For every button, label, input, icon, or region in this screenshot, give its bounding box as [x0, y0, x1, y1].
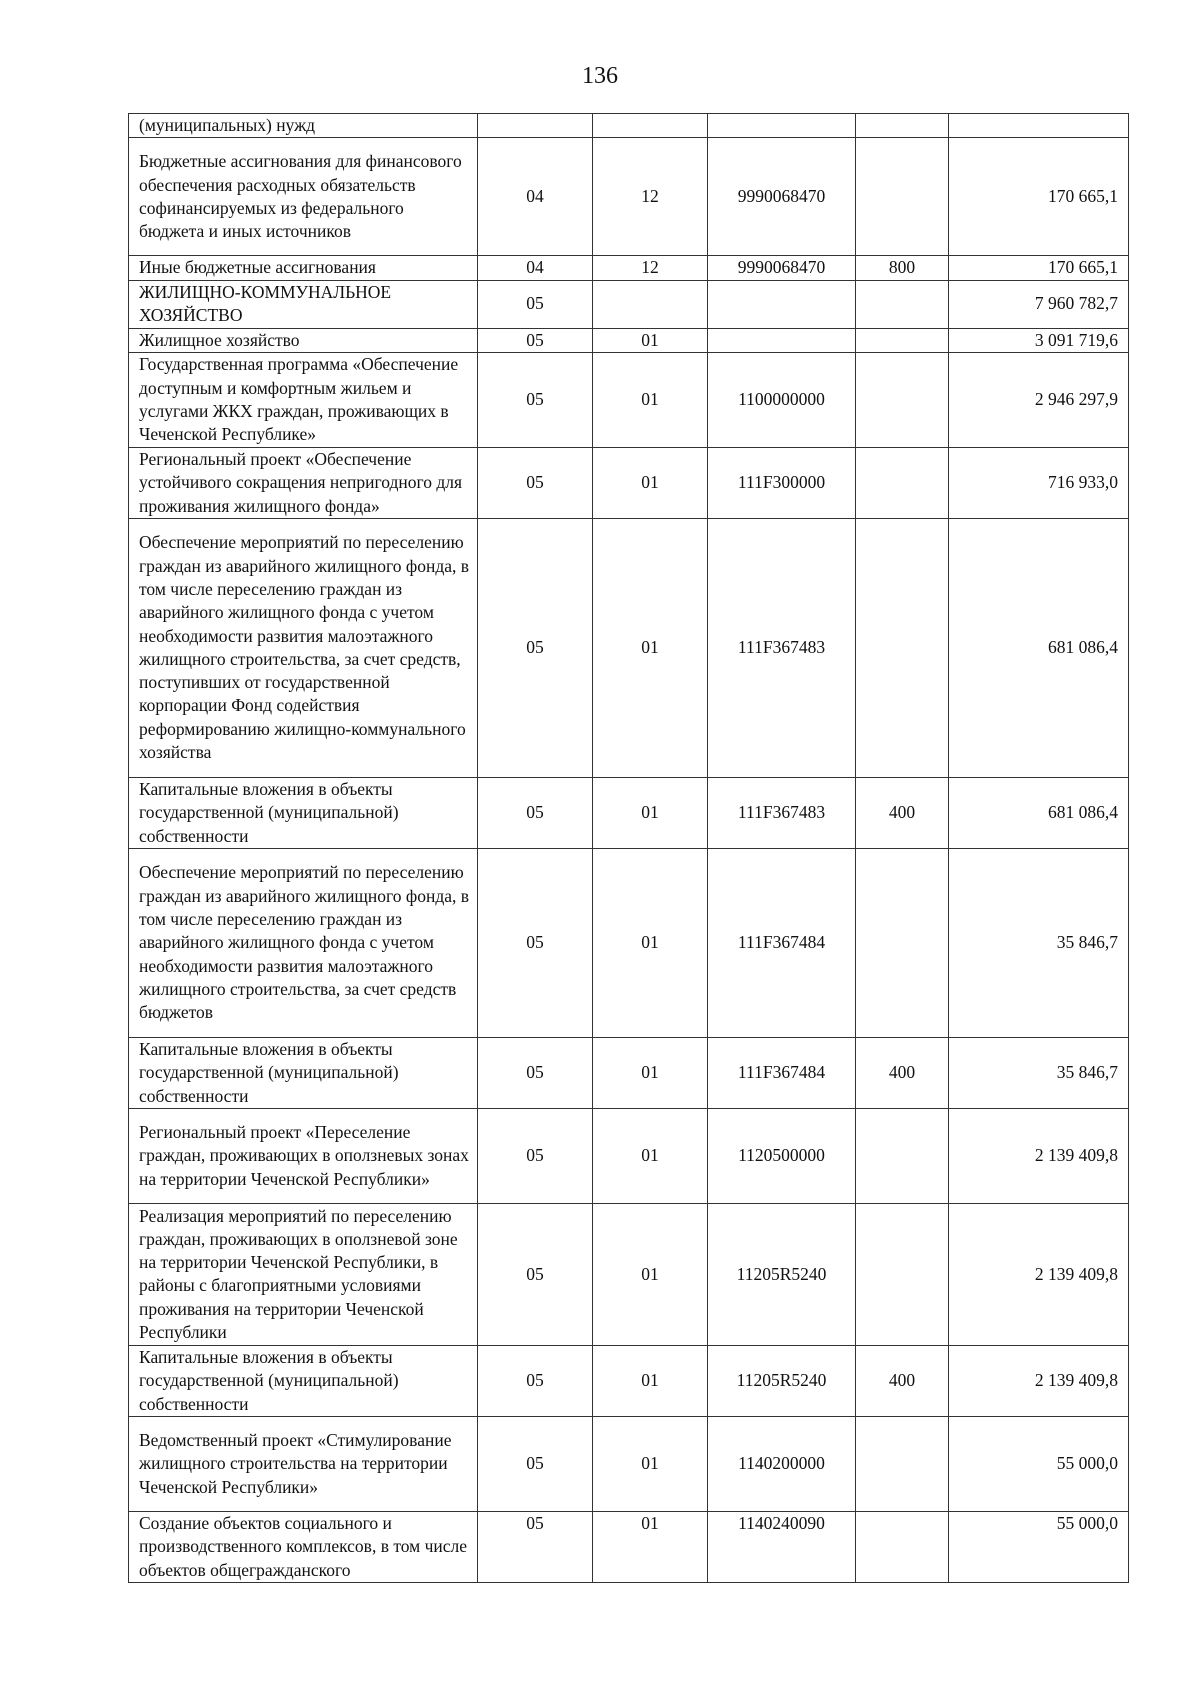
expense-type-cell	[856, 447, 949, 518]
table-row	[129, 1345, 1129, 1416]
table-row	[129, 848, 1129, 1037]
table-row	[129, 280, 1129, 328]
table-row	[129, 1416, 1129, 1511]
section-code-cell: 05	[478, 518, 593, 777]
section-code-cell: 05	[478, 447, 593, 518]
subsection-code-cell: 01	[593, 447, 708, 518]
expense-type-cell: 400	[856, 777, 949, 848]
subsection-code-cell	[593, 114, 708, 138]
expense-type-cell	[856, 1203, 949, 1345]
row-name-cell: ЖИЛИЩНО-КОММУНАЛЬНОЕ ХОЗЯЙСТВО	[129, 280, 478, 328]
section-code-cell: 05	[478, 328, 593, 352]
subsection-code-cell: 01	[593, 848, 708, 1037]
table-row	[129, 447, 1129, 518]
target-article-cell	[708, 280, 856, 328]
amount-cell: 55 000,0	[949, 1416, 1129, 1511]
amount-cell: 2 946 297,9	[949, 352, 1129, 447]
section-code-cell: 05	[478, 1416, 593, 1511]
subsection-code-cell: 01	[593, 1037, 708, 1108]
expense-type-cell: 800	[856, 256, 949, 280]
subsection-code-cell: 01	[593, 518, 708, 777]
target-article-cell: 1100000000	[708, 352, 856, 447]
subsection-code-cell	[593, 280, 708, 328]
row-name-cell: (муниципальных) нужд	[129, 114, 478, 138]
row-name-cell: Жилищное хозяйство	[129, 328, 478, 352]
row-name-cell: Создание объектов социального и производственного комплексов, в том числе объектов общегражданского	[129, 1511, 478, 1582]
expense-type-cell	[856, 1511, 949, 1582]
expense-type-cell	[856, 518, 949, 777]
subsection-code-cell: 01	[593, 1511, 708, 1582]
table-row	[129, 138, 1129, 256]
row-name-cell: Обеспечение мероприятий по переселению граждан из аварийного жилищного фонда, в том числе переселению граждан из аварийного жилищного фонда с учетом необходимости развития малоэтажного жилищного строительства, за счет средств бюджетов	[129, 848, 478, 1037]
target-article-cell: 111F300000	[708, 447, 856, 518]
section-code-cell: 05	[478, 1345, 593, 1416]
amount-cell: 170 665,1	[949, 138, 1129, 256]
row-name-cell: Иные бюджетные ассигнования	[129, 256, 478, 280]
amount-cell: 681 086,4	[949, 518, 1129, 777]
row-name-cell: Бюджетные ассигнования для финансового обеспечения расходных обязательств софинансируемых из федерального бюджета и иных источников	[129, 138, 478, 256]
amount-cell: 2 139 409,8	[949, 1345, 1129, 1416]
amount-cell: 2 139 409,8	[949, 1108, 1129, 1203]
expense-type-cell	[856, 848, 949, 1037]
row-name-cell: Капитальные вложения в объекты государственной (муниципальной) собственности	[129, 1345, 478, 1416]
target-article-cell: 11205R5240	[708, 1345, 856, 1416]
subsection-code-cell: 01	[593, 1108, 708, 1203]
subsection-code-cell: 01	[593, 352, 708, 447]
table-row	[129, 352, 1129, 447]
row-name-cell: Региональный проект «Переселение граждан, проживающих в оползневых зонах на территории Чеченской Республики»	[129, 1108, 478, 1203]
amount-cell: 35 846,7	[949, 1037, 1129, 1108]
expense-type-cell: 400	[856, 1345, 949, 1416]
target-article-cell: 111F367483	[708, 777, 856, 848]
subsection-code-cell: 01	[593, 1416, 708, 1511]
target-article-cell: 1120500000	[708, 1108, 856, 1203]
target-article-cell: 1140200000	[708, 1416, 856, 1511]
amount-cell: 7 960 782,7	[949, 280, 1129, 328]
amount-cell: 170 665,1	[949, 256, 1129, 280]
table-row	[129, 256, 1129, 280]
subsection-code-cell: 01	[593, 1345, 708, 1416]
row-name-cell: Реализация мероприятий по переселению граждан, проживающих в оползневой зоне на территории Чеченской Республики, в районы с благоприятными условиями проживания на территории Чеченской Республики	[129, 1203, 478, 1345]
target-article-cell: 9990068470	[708, 138, 856, 256]
table-row	[129, 114, 1129, 138]
page-number: 136	[582, 63, 618, 89]
target-article-cell: 111F367484	[708, 848, 856, 1037]
section-code-cell: 05	[478, 1037, 593, 1108]
amount-cell: 55 000,0	[949, 1511, 1129, 1582]
subsection-code-cell: 01	[593, 1203, 708, 1345]
section-code-cell: 05	[478, 352, 593, 447]
expense-type-cell	[856, 328, 949, 352]
expense-type-cell	[856, 1416, 949, 1511]
row-name-cell: Государственная программа «Обеспечение доступным и комфортным жильем и услугами ЖКХ граждан, проживающих в Чеченской Республике»	[129, 352, 478, 447]
section-code-cell: 04	[478, 138, 593, 256]
table-row	[129, 1108, 1129, 1203]
table-row	[129, 1203, 1129, 1345]
table-row	[129, 328, 1129, 352]
target-article-cell: 9990068470	[708, 256, 856, 280]
section-code-cell: 05	[478, 848, 593, 1037]
expense-type-cell	[856, 352, 949, 447]
section-code-cell: 05	[478, 777, 593, 848]
expense-type-cell: 400	[856, 1037, 949, 1108]
amount-cell: 3 091 719,6	[949, 328, 1129, 352]
amount-cell	[949, 114, 1129, 138]
row-name-cell: Капитальные вложения в объекты государственной (муниципальной) собственности	[129, 777, 478, 848]
amount-cell: 681 086,4	[949, 777, 1129, 848]
target-article-cell: 111F367483	[708, 518, 856, 777]
expense-type-cell	[856, 280, 949, 328]
target-article-cell: 1140240090	[708, 1511, 856, 1582]
subsection-code-cell: 12	[593, 138, 708, 256]
row-name-cell: Региональный проект «Обеспечение устойчивого сокращения непригодного для проживания жилищного фонда»	[129, 447, 478, 518]
table-row	[129, 1511, 1129, 1582]
target-article-cell	[708, 328, 856, 352]
section-code-cell: 05	[478, 1203, 593, 1345]
table-row	[129, 518, 1129, 777]
subsection-code-cell: 01	[593, 328, 708, 352]
budget-table	[128, 113, 1129, 1583]
section-code-cell: 05	[478, 1108, 593, 1203]
target-article-cell: 111F367484	[708, 1037, 856, 1108]
amount-cell: 35 846,7	[949, 848, 1129, 1037]
table-row	[129, 777, 1129, 848]
amount-cell: 716 933,0	[949, 447, 1129, 518]
subsection-code-cell: 12	[593, 256, 708, 280]
amount-cell: 2 139 409,8	[949, 1203, 1129, 1345]
table-row	[129, 1037, 1129, 1108]
target-article-cell	[708, 114, 856, 138]
section-code-cell: 04	[478, 256, 593, 280]
row-name-cell: Капитальные вложения в объекты государственной (муниципальной) собственности	[129, 1037, 478, 1108]
row-name-cell: Ведомственный проект «Стимулирование жилищного строительства на территории Чеченской Республики»	[129, 1416, 478, 1511]
target-article-cell: 11205R5240	[708, 1203, 856, 1345]
row-name-cell: Обеспечение мероприятий по переселению граждан из аварийного жилищного фонда, в том числе переселению граждан из аварийного жилищного фонда с учетом необходимости развития малоэтажного жилищного строительства, за счет средств, поступивших от государственной корпорации Фонд содействия реформированию жилищно-коммунального хозяйства	[129, 518, 478, 777]
expense-type-cell	[856, 1108, 949, 1203]
expense-type-cell	[856, 114, 949, 138]
section-code-cell: 05	[478, 1511, 593, 1582]
section-code-cell: 05	[478, 280, 593, 328]
expense-type-cell	[856, 138, 949, 256]
section-code-cell	[478, 114, 593, 138]
subsection-code-cell: 01	[593, 777, 708, 848]
